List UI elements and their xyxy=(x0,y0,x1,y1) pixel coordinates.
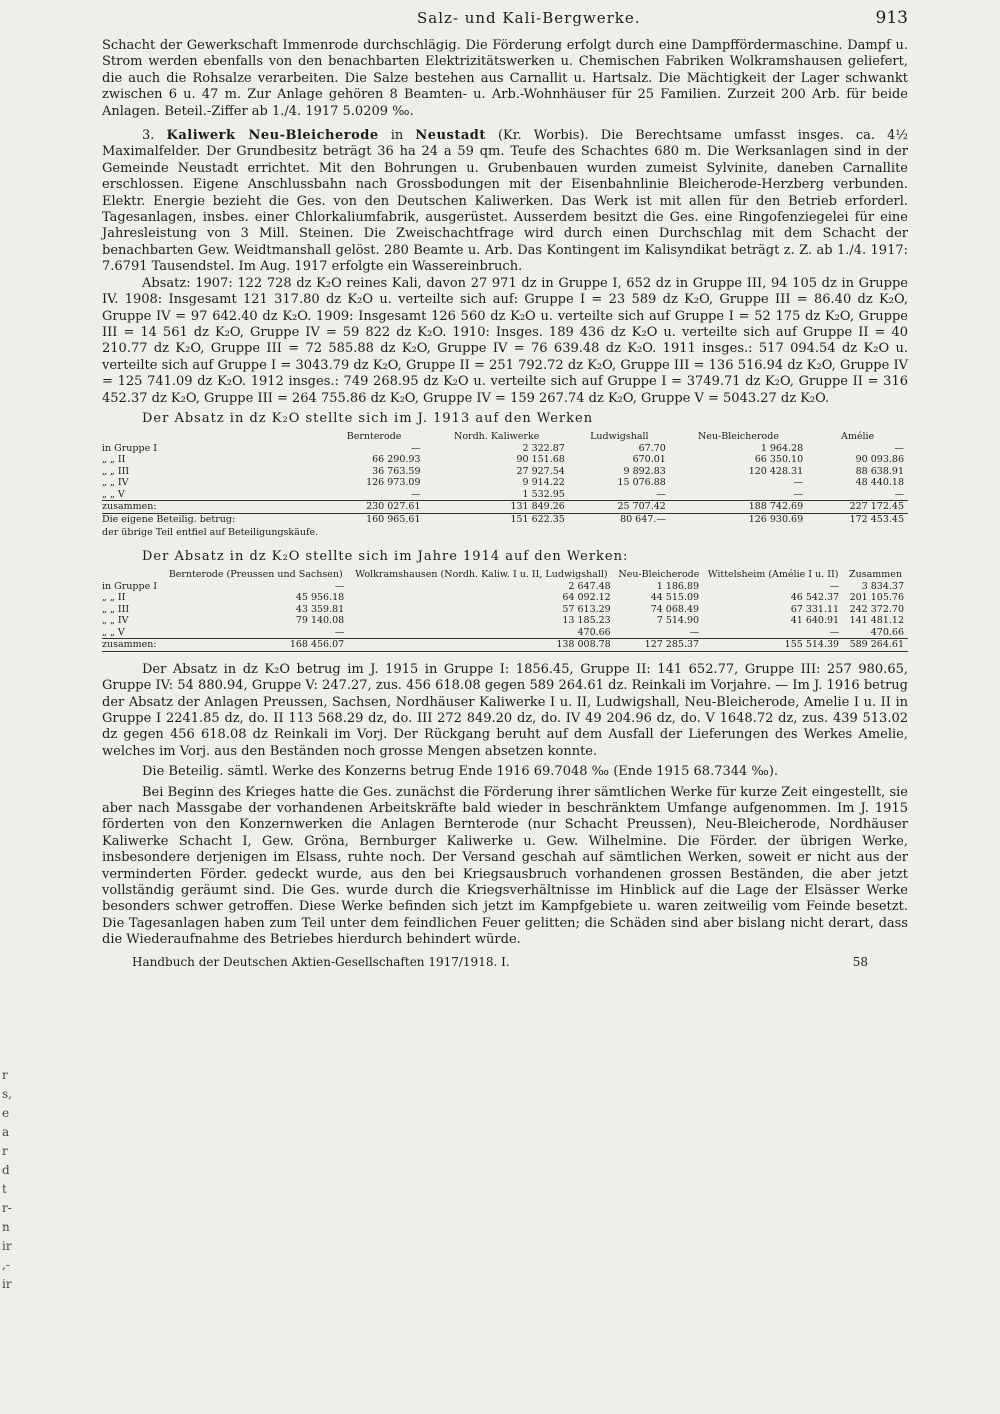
table-row xyxy=(102,477,908,489)
margin-mark: e xyxy=(2,1106,10,1120)
margin-mark: ir xyxy=(2,1239,12,1253)
table-cell: 74 068.49 xyxy=(650,603,700,615)
margin-mark: t xyxy=(2,1182,7,1196)
table-cell: 120 428.31 xyxy=(748,465,804,477)
table-cell: 9 892.83 xyxy=(623,465,666,477)
share-cell: 151 622.35 xyxy=(510,513,565,525)
margin-mark: s, xyxy=(2,1087,12,1101)
table-cell: 45 956.18 xyxy=(295,592,345,604)
table-cell: 141 481.12 xyxy=(849,615,904,627)
total-cell: 168 456.07 xyxy=(163,639,348,652)
table-cell: 27 927.54 xyxy=(516,465,565,477)
share-cell: 126 930.69 xyxy=(748,513,804,525)
table-cell: 41 640.91 xyxy=(790,615,840,627)
share-row xyxy=(102,513,908,525)
row-label: „ „ II xyxy=(102,592,126,604)
share-cell: 80 647.— xyxy=(620,513,666,525)
page-number: 913 xyxy=(875,8,908,28)
total-row xyxy=(102,501,908,514)
page-content xyxy=(102,8,908,969)
table-cell: 9 914.22 xyxy=(522,477,565,489)
page-footer xyxy=(102,955,908,969)
table-cell: — xyxy=(334,626,345,638)
row-label: „ „ V xyxy=(102,488,125,500)
table-cell: 66 350.10 xyxy=(754,454,804,466)
table-cell: 2 322.87 xyxy=(522,442,565,454)
margin-mark: ir xyxy=(2,1277,12,1291)
table2-caption: Der Absatz in dz K₂O stellte sich im Jahre 1914 auf den Werken: xyxy=(142,548,629,564)
row-label: „ „ V xyxy=(102,626,125,638)
table-cell: 670.01 xyxy=(632,454,666,466)
sales-table-1913 xyxy=(102,431,908,525)
table-cell: 57 613.29 xyxy=(562,603,611,615)
table-row xyxy=(102,466,908,478)
margin-mark: a xyxy=(2,1125,10,1139)
table-cell: 88 638.91 xyxy=(855,465,904,477)
page-header xyxy=(102,8,908,38)
row-label: in Gruppe I xyxy=(102,580,157,592)
table-cell: — xyxy=(656,488,666,500)
row-label: „ „ II xyxy=(102,454,126,466)
total-cell: 138 008.78 xyxy=(348,639,615,652)
share-cell: 160 965.61 xyxy=(366,513,421,525)
total-label: zusammen: xyxy=(102,639,163,652)
paragraph-absatz: Absatz: 1907: 122 728 dz K₂O reines Kali, davon 27 971 dz in Gruppe I, 652 dz in Gruppe III, 94 105 dz in Gruppe IV. 1908: Insgesamt 121 317.80 dz K₂O u. verteilte sich auf: Gruppe I = 23 589 dz K₂O, Gruppe III = 86.40 dz K₂O, Gruppe IV = 97 642.40 dz K₂O. 1909: Insgesamt 126 560 dz K₂O u. verteilte sich auf Gruppe I = 52 175 dz K₂O, Gruppe III = 14 561 dz K₂O, Gruppe IV = 59 822 dz K₂O. 1910: Insges. 189 436 dz K₂O u. verteilte sich auf Gruppe II = 40 210.77 dz K₂O, Gruppe III = 72 585.88 dz K₂O, Gruppe IV = 76 639.48 dz K₂O. 1911 insges.: 517 094.54 dz K₂O u. verteilte sich auf Gruppe I = 3043.79 dz K₂O, Gruppe II = 251 792.72 dz K₂O, Gruppe III = 136 516.94 dz K₂O, Gruppe IV = 125 741.09 dz K₂O. 1912 insges.: 749 268.95 dz K₂O u. verteilte sich auf Gruppe I = 3749.71 dz K₂O, Gruppe II = 316 452.37 dz K₂O, Gruppe III = 264 755.86 dz K₂O, Gruppe IV = 159 267.74 dz K₂O, Gruppe V = 5043.27 dz K₂O. xyxy=(102,275,908,406)
table-cell: 13 185.23 xyxy=(562,615,611,627)
table-cell: 67.70 xyxy=(638,442,666,454)
paragraph-1: Schacht der Gewerkschaft Immenrode durchschlägig. Die Förderung erfolgt durch eine Dampffördermaschine. Dampf u. Strom werden ebenfalls von den benachbarten Elektrizitätswerken u. Chemischen Fabriken Wolkramshausen geliefert, die auch die Rohsalze verarbeiten. Die Salze bestehen aus Carnallit u. Hartsalz. Die Mächtigkeit der Lager schwankt zwischen 6 u. 47 m. Zur Anlage gehören 8 Beamten- u. Arb.-Wohnhäuser für 25 Familien. Zurzeit 200 Arb. für beide Anlagen. Beteil.-Ziffer ab 1./4. 1917 5.0209 ‰. xyxy=(102,38,908,119)
table-row xyxy=(102,615,908,627)
margin-marks xyxy=(2,1066,16,1294)
table-cell: 67 331.11 xyxy=(790,603,840,615)
table-cell: 64 092.12 xyxy=(562,592,611,604)
table-cell: — xyxy=(793,488,804,500)
table-cell: 1 532.95 xyxy=(522,488,565,500)
table-cell: 90 093.86 xyxy=(855,454,904,466)
column-header: Nordh. Kaliwerke xyxy=(454,431,540,443)
row-label: „ „ IV xyxy=(102,477,129,489)
table-row xyxy=(102,581,908,593)
column-header: Ludwigshall xyxy=(590,431,649,443)
row-label: „ „ III xyxy=(102,465,130,477)
table-cell: 66 290.93 xyxy=(372,454,421,466)
margin-mark: ,- xyxy=(2,1258,10,1272)
total-label: zusammen: xyxy=(102,501,324,514)
sales-table-1914 xyxy=(102,569,908,652)
table-cell: 44 515.09 xyxy=(650,592,700,604)
total-cell: 131 849.26 xyxy=(425,501,569,514)
footer-source: Handbuch der Deutschen Aktien-Gesellschaften 1917/1918. I. xyxy=(132,954,510,969)
margin-mark: r xyxy=(2,1144,8,1158)
table-row xyxy=(102,443,908,455)
paragraph-krieg: Bei Beginn des Krieges hatte die Ges. zunächst die Förderung ihrer sämtlichen Werke für kurze Zeit eingestellt, sie aber nach Massgabe der vorhandenen Arbeitskräfte bald wieder in beschränktem Umfange aufgenommen. Im J. 1915 förderten von den Konzernwerken die Anlagen Bernterode (nur Schacht Preussen), Neu-Bleicherode, Nordhäuser Kaliwerke Schacht I, Gew. Gröna, Bernburger Kaliwerke u. Gew. Wilhelmine. Die Förder. der übrigen Werke, insbesondere derjenigen im Elsass, ruhte noch. Der Versand geschah auf sämtlichen Werken, soweit er nicht aus der verminderten Förder. gedeckt wurde, aus den bei Kriegsausbruch vorhandenen grossen Beständen, die aber jetzt vollständig geräumt sind. Die Ges. wurde durch die Kriegsverhältnisse im Hinblick auf die Lage der Elsässer Werke besonders schwer getroffen. Diese Werke befinden sich jetzt im Kampfgebiete u. waren zeitweilig vom Feinde besetzt. Die Tagesanlagen haben zum Teil unter dem feindlichen Feuer gelitten; die Schäden sind aber bislang nicht derart, dass die Wiederaufnahme des Betriebes hierdurch behindert würde. xyxy=(102,784,908,948)
share-cell: 172 453.45 xyxy=(849,513,904,525)
footer-signature: 58 xyxy=(852,954,868,969)
running-title: Salz- und Kali-Bergwerke. xyxy=(416,9,641,27)
table-cell: 470.66 xyxy=(577,626,611,638)
column-header: Bernterode (Preussen und Sachsen) xyxy=(168,569,343,581)
table-cell: 46 542.37 xyxy=(790,592,840,604)
margin-mark: n xyxy=(2,1220,10,1234)
column-header: Bernterode xyxy=(346,431,402,443)
column-header: Zusammen xyxy=(849,569,903,581)
table-cell: — xyxy=(793,477,804,489)
column-header: Wolkramshausen (Nordh. Kaliw. I u. II, Ludwigshall) xyxy=(355,569,608,581)
table-cell: 201 105.76 xyxy=(849,592,904,604)
table-cell: — xyxy=(411,442,421,454)
table-cell: — xyxy=(894,442,904,454)
row-label: in Gruppe I xyxy=(102,442,157,454)
table-cell: 126 973.09 xyxy=(366,477,421,489)
table-cell: 36 763.59 xyxy=(372,465,421,477)
table-cell: 90 151.68 xyxy=(516,454,565,466)
paragraph-beteiligung: Die Beteilig. sämtl. Werke des Konzerns betrug Ende 1916 69.7048 ‰ (Ende 1915 68.7344 ‰). xyxy=(142,764,779,780)
table-cell: — xyxy=(894,488,904,500)
column-header: Amélie xyxy=(840,431,875,443)
margin-mark: d xyxy=(2,1163,10,1177)
table-cell: 48 440.18 xyxy=(855,477,904,489)
margin-mark: r- xyxy=(2,1201,12,1215)
table-cell: 7 514.90 xyxy=(656,615,700,627)
total-cell: 155 514.39 xyxy=(703,639,843,652)
margin-mark: r xyxy=(2,1068,8,1082)
total-cell: 127 285.37 xyxy=(615,639,703,652)
table-cell: 470.66 xyxy=(870,626,904,638)
share-label: Die eigene Beteilig. betrug: xyxy=(102,513,236,525)
table-cell: 1 964.28 xyxy=(760,442,804,454)
table-cell: 79 140.08 xyxy=(295,615,345,627)
company-description: (Kr. Worbis). Die Berechtsame umfasst insges. ca. 4½ Maximalfelder. Der Grundbesitz beträgt 36 ha 24 a 59 qm. Teufe des Schachtes 680 m. Die Werksanlagen sind in der Gemeinde Neustadt errichtet. Mit den Bohrungen u. Grubenbauen wurden zumeist Sylvinite, daneben Carnallite erschlossen. Eigene Anschlussbahn nach Grossbodungen mit der Eisenbahnlinie Bleicherode-Herzberg verbunden. Elektr. Energie bezieht die Ges. von den Deutschen Kaliwerken. Das Werk ist mit allen für den Betrieb erforderl. Tagesanlagen, insbes. einer Chlorkaliumfabrik, ausgerüstet. Ausserdem besitzt die Ges. eine Ringofenziegelei für eine Jahresleistung von 3 Mill. Steinen. Die Zweischachtfrage wird durch einen Durchschlag mit dem Schacht der benachbarten Gew. Weidtmanshall gelöst. 280 Beamte u. Arb. Das Kontingent im Kalisyndikat beträgt z. Z. ab 1./4. 1917: 7.6791 Tausendstel. Im Aug. 1917 erfolgte ein Wassereinbruch. xyxy=(102,128,909,275)
table1-caption: Der Absatz in dz K₂O stellte sich im J. 1913 auf den Werken xyxy=(142,410,594,426)
table-cell: 1 186.89 xyxy=(656,580,700,592)
column-header: Neu-Bleicherode xyxy=(697,431,779,443)
table-row xyxy=(102,604,908,616)
company-name: Kaliwerk Neu-Bleicherode xyxy=(166,128,379,144)
total-cell: 188 742.69 xyxy=(670,501,807,514)
total-cell: 230 027.61 xyxy=(324,501,425,514)
table-cell: 242 372.70 xyxy=(849,603,904,615)
table-cell: 43 359.81 xyxy=(295,603,345,615)
table1-note: der übrige Teil entfiel auf Beteiligungskäufe. xyxy=(102,527,319,539)
paragraph-1915: Der Absatz in dz K₂O betrug im J. 1915 in Gruppe I: 1856.45, Gruppe II: 141 652.77, Gruppe III: 257 980.65, Gruppe IV: 54 880.94, Gruppe V: 247.27, zus. 456 618.08 gegen 589 264.61 dz. Reinkali im Vorjahre. — Im J. 1916 betrug der Absatz der Anlagen Preussen, Sachsen, Nordhäuser Kaliwerke I u. II, Ludwigshall, Neu-Bleicherode, Amelie I u. II in Gruppe I 2241.85 dz, do. II 113 568.29 dz, do. III 272 849.20 dz, do. IV 49 204.96 dz, do. V 1648.72 dz, zus. 439 513.02 dz gegen 456 618.08 dz Reinkali im Vorj. Der Rückgang beruht auf dem Ausfall der Lieferungen des Werkes Amelie, welches im Vorj. aus den Beständen noch grosse Mengen absetzen konnte. xyxy=(102,661,908,759)
column-header: Wittelsheim (Amélie I u. II) xyxy=(707,569,839,581)
row-label: „ „ III xyxy=(102,603,130,615)
table-cell: 2 647.48 xyxy=(568,580,611,592)
table-row xyxy=(102,627,908,639)
table-cell: 15 076.88 xyxy=(617,477,666,489)
table-row xyxy=(102,489,908,501)
column-header: Neu-Bleicherode xyxy=(618,569,700,581)
company-location: Neustadt xyxy=(415,128,486,144)
row-label: „ „ IV xyxy=(102,615,129,627)
paragraph-2: 3. Kaliwerk Neu-Bleicherode in Neustadt (Kr. Worbis). Die Berechtsame umfasst insges. ca. 4½ Maximalfelder. Der Grundbesitz beträgt 36 ha 24 a 59 qm. Teufe des Schachtes 680 m. Die Werksanlagen sind in der Gemeinde Neustadt errichtet. Mit den Bohrungen u. Grubenbauen wurden zumeist Sylvinite, daneben Carnallite erschlossen. Eigene Anschlussbahn nach Grossbodungen mit der Eisenbahnlinie Bleicherode-Herzberg verbunden. Elektr. Energie bezieht die Ges. von den Deutschen Kaliwerken. Das Werk ist mit allen für den Betrieb erforderl. Tagesanlagen, insbes. einer Chlorkaliumfabrik, ausgerüstet. Ausserdem besitzt die Ges. eine Ringofenziegelei für eine Jahresleistung von 3 Mill. Steinen. Die Zweischachtfrage wird durch einen Durchschlag mit dem Schacht der benachbarten Gew. Weidtmanshall gelöst. 280 Beamte u. Arb. Das Kontingent im Kalisyndikat beträgt z. Z. ab 1./4. 1917: 7.6791 Tausendstel. Im Aug. 1917 erfolgte ein Wassereinbruch. xyxy=(102,128,909,275)
table-cell: — xyxy=(411,488,421,500)
total-cell: 589 264.61 xyxy=(843,639,908,652)
table-cell: — xyxy=(829,580,840,592)
table-cell: 3 834.37 xyxy=(861,580,904,592)
table-cell: — xyxy=(334,580,345,592)
table-row xyxy=(102,592,908,604)
total-row xyxy=(102,639,908,652)
total-cell: 227 172.45 xyxy=(807,501,908,514)
table-cell: — xyxy=(689,626,700,638)
total-cell: 25 707.42 xyxy=(569,501,670,514)
table-row xyxy=(102,454,908,466)
entry-number: 3. xyxy=(142,128,155,144)
table-cell: — xyxy=(829,626,840,638)
